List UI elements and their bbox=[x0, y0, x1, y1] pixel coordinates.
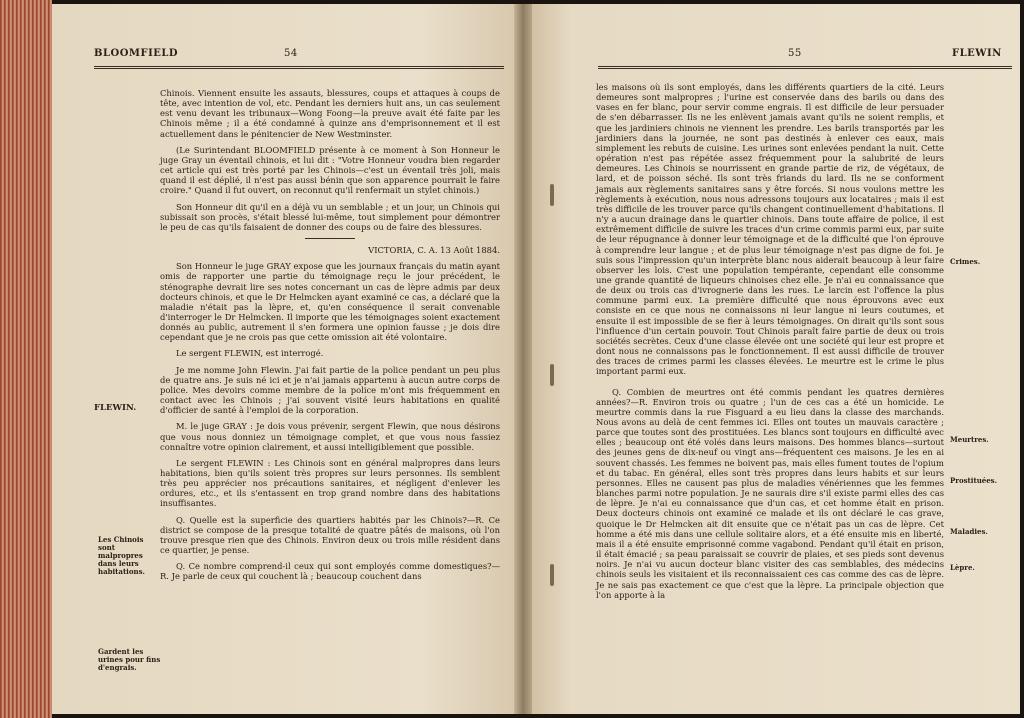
page-number-left: 54 bbox=[284, 48, 298, 59]
right-text-column bbox=[596, 82, 944, 604]
paragraph: Le sergent FLEWIN, est interrogé. bbox=[176, 348, 324, 359]
paragraph: Q. Combien de meurtres ont été commis pendant les quatres dernières années?—R. Environ trois ou quatre ; l'un de ces cas a été un homicide. Le meurtre commis dans la rue Fisguard a eu lieu dans la classe des marchands. Nous avons au delà de cent femmes ici. Elles ont toutes un mauvais caractère ; parce que toutes sont des prostituées. Les blancs sont toujours en difficulté avec elles ; beaucoup ont été volés dans leurs maisons. Des hommes blancs—surtout des jeunes gens de dix-neuf ou vingt ans—fréquentent ces maisons. Je les en ai souvent chassés. Les femmes ne boivent pas, mais elles fument toutes de l'opium et du tabac. En général, elles sont très propres dans leurs habits et sur leurs personnes. Elles ne causent pas plus de maladies vénériennes que les femmes blanches parmi notre population. Je ne saurais dire s'il existe parmi elles des cas de lèpre. Je n'ai eu connaissance que d'un cas, et cet homme était en prison. Deux docteurs chinois ont examiné ce malade et ils ont déclaré le cas grave, quoique le Dr Helmcken ait dit ensuite que ce n'était pas un cas de lèpre. Cet homme a été mis dans une cellule solitaire alors, et a été ensuite mis en liberté, mais il a été ensuite emprisonné comme vagabond. Pendant qu'il était en prison, il était émacié ; sa peau paraissait se couvrir de plaies, et ses pieds sont devenus noirs. Je n'ai vu aucun docteur blanc visiter des cas semblables, des médecins chinois seuls les visitaient et ils reconnaissaient ces cas comme des cas de lèpre. Je ne sais pas exactement ce que c'est que la lèpre. La principale objection que l'on apporte à la bbox=[596, 386, 944, 600]
margin-note-lepre: Lèpre. bbox=[950, 563, 975, 572]
margin-note: Gardent les urines pour fins d'engrais. bbox=[98, 647, 161, 672]
dateline: VICTORIA, C. A. 13 Août 1884. bbox=[368, 245, 500, 256]
margin-note-witness: FLEWIN. bbox=[94, 403, 137, 413]
header-rule-left bbox=[94, 66, 504, 69]
page-edges bbox=[0, 0, 52, 718]
paragraph: Le sergent FLEWIN : Les Chinois sont en général malpropres dans leurs habitations, bien qu'ils soient très propres sur leurs personnes. Ils semblent très peu apprécier nos précautions sanitaires, et négligent d'enlever les ordures, etc., et ils s'entassent en trop grand nombre dans des habitations insuffisantes. bbox=[160, 457, 500, 509]
header-rule-right bbox=[598, 66, 1012, 69]
paragraph: (Le Surintendant BLOOMFIELD présente à ce moment à Son Honneur le juge Gray un éventail chinois, et lui dit : "Votre Honneur voudra bien regarder cet article qui est très porté par les Chinois—c'est un éventail très joli, mais quand il est déplié, il n'est pas aussi bénin que son apparence pourrait le faire croire." Quand il fut ouvert, on reconnut qu'il renfermait un stylet chinois.) bbox=[160, 144, 500, 196]
binding-tie bbox=[550, 564, 554, 586]
section-divider bbox=[305, 238, 355, 239]
paragraph: Q. Quelle est la superficie des quartiers habités par les Chinois?—R. Ce district se compose de la presque totalité de quatre pâtés de maisons, où l'on trouve presque rien que des Chinois. Environ deux ou trois mille résident dans ce quartier, je pense. bbox=[160, 514, 500, 556]
running-head-right: FLEWIN bbox=[952, 48, 1002, 59]
paragraph: Son Honneur le juge GRAY expose que les journaux français du matin ayant omis de rapporter une partie du témoignage reçu le jour précédent, le sténographe devrait lire ses notes concernant un cas de lèpre admis par deux docteurs chinois, et que le Dr Helmcken ayant examiné ce cas, a déclaré que la maladie n'était pas la lèpre, et, qu'en conséquence il serait convenable d'interroger le Dr Helmcken. Il importe que les témoignages soient exactement donnés au public, autrement il s'en formera une opinion fausse ; je dois dire cependant que je ne crois pas que cette omission ait été volontaire. bbox=[160, 261, 500, 343]
right-page bbox=[532, 4, 1020, 714]
paragraph: Son Honneur dit qu'il en a déjà vu un semblable ; et un jour, un Chinois qui subissait son procès, s'était blessé lui-même, tout simplement pour démontrer le peu de cas qu'ils faisaient de donner des coups ou de faire des blessures. bbox=[160, 201, 500, 232]
book-gutter bbox=[514, 4, 532, 714]
paragraph: les maisons où ils sont employés, dans les différents quartiers de la cité. Leurs demeures sont malpropres ; l'urine est conservée dans des barils ou dans des vases en fer blanc, pour servir comme engrais. Il est difficile de leur persuader de s'en débarrasser. Ils ne les enlèvent jamais avant qu'ils ne soient remplis, et que les jardiniers chinois ne viennent les prendre. Les barils transportés par les jardiniers dans la journée, ne sont pas destinés à enlever ces eaux, mais simplement les rebuts de cuisine. Les urines sont enlevées pendant la nuit. Cette opération n'est pas répétée assez fréquemment pour la salubrité de leurs demeures. Les Chinois se nourrissent en grande partie de riz, de végétaux, de lard, et de poisson séché. Ils sont très friands du lard. Ils ne se conforment jamais aux règlements sanitaires sans y être forcés. Si nous voulons mettre les règlements à exécution, nous nous adressons toujours aux locataires ; mais il est très difficile de les trouver parce qu'ils changent continuellement d'habitations. Il n'y a aucun drainage dans le quartier chinois. Dans toute affaire de police, il est extrêmement difficile de suivre les traces d'un crime commis parmi eux, par suite de leur répugnance à donner leur témoignage et de la difficulté que l'on éprouve à comprendre leur langue ; et de plus leur témoignage n'est pas digne de foi. Je suis sous l'impression qu'un interprète blanc nous aiderait beaucoup à leur faire observer les lois. C'est une population tempérante, cependant elle consomme une grande quantité de liqueurs chinoises chez elle. Je n'ai eu connaissance que de deux ou trois cas d'ivrognerie dans les rues. Le larcin est l'offence la plus commune parmi eux. La première difficulté que nous éprouvons avec eux consiste en ce que nous ne connaissons ni leur langue ni leurs coutumes, et ensuite il est impossible de se fier à leurs témoignages. On dirait qu'ils sont sous l'influence d'un certain pouvoir. Tout Chinois paraît faire partie de deux ou trois sociétés secrètes. Ceux d'une classe élevée ont une société qui leur est propre et dont nous ne connaissons pas le fonctionnement. Il est aussi difficile de trouver des traces de crimes parmi les classes élevées. Le meurtre est le crime le plus important parmi eux. bbox=[596, 82, 944, 377]
margin-note-crimes: Crimes. bbox=[950, 257, 981, 266]
margin-note-maladies: Maladies. bbox=[950, 527, 988, 536]
binding-tie bbox=[550, 364, 554, 386]
margin-note-prostituees: Prostituées. bbox=[950, 476, 998, 485]
paragraph: M. le juge GRAY : Je dois vous prévenir, sergent Flewin, que nous désirons que vous nous donniez un témoignage complet, et que vous nous fassiez connaître votre opinion clairement, et aussi intelligiblement que possible. bbox=[160, 421, 500, 452]
paragraph: Q. Ce nombre comprend-il ceux qui sont employés comme domestiques?—R. Je parle de ceux qui couchent là ; beaucoup couchent dans bbox=[160, 561, 500, 582]
left-page bbox=[52, 4, 514, 714]
left-text-column bbox=[160, 88, 500, 586]
margin-note-meurtres: Meurtres. bbox=[950, 435, 989, 444]
margin-note: Les Chinois sont malpropres dans leurs habitations. bbox=[98, 535, 145, 576]
paragraph: Je me nomme John Flewin. J'ai fait partie de la police pendant un peu plus de quatre ans. Je suis né ici et je n'ai jamais appartenu à aucun autre corps de police. Mes devoirs comme membre de la police m'ont mis fréquemment en contact avec les Chinois ; j'ai souvent visité leurs habitations en qualité d'officier de santé à l'emploi de la corporation. bbox=[160, 364, 500, 416]
running-head-left: BLOOMFIELD bbox=[94, 48, 179, 59]
paragraph: Chinois. Viennent ensuite les assauts, blessures, coups et attaques à coups de tête, avec intention de vol, etc. Pendant les derniers huit ans, un cas seulement est venu devant les tribunaux—Wong Foong—la preuve avait été faite par les Chinois même ; il a été condamné à quinze ans d'emprisonnement et il est actuellement dans le pénitencier de New Westminster. bbox=[160, 88, 500, 139]
binding-tie bbox=[550, 184, 554, 206]
page-number-right: 55 bbox=[788, 48, 802, 59]
